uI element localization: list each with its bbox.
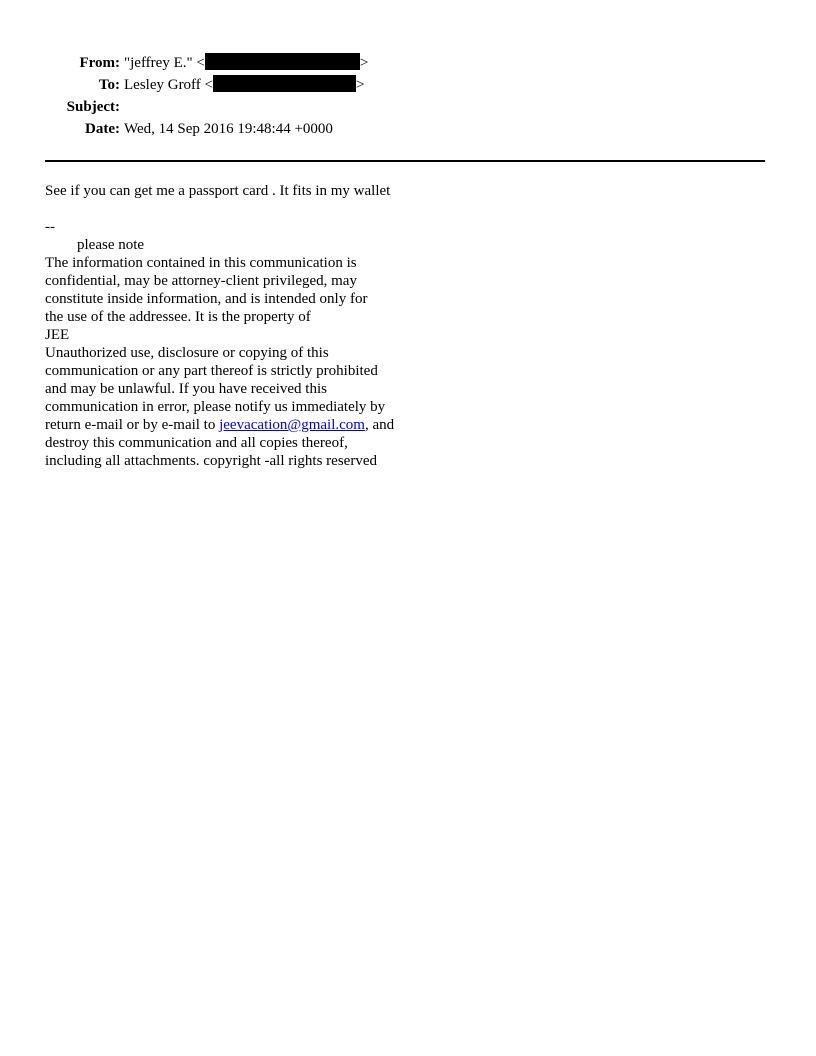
disclaimer-line: The information contained in this communication is: [45, 255, 357, 271]
to-row: [0, 74, 816, 96]
date-label: Date:: [85, 121, 120, 137]
disclaimer-line: confidential, may be attorney-client privileged, may: [45, 273, 357, 289]
signature-separator: --: [45, 219, 55, 235]
from-label: From:: [79, 55, 120, 71]
disclaimer-line: communication in error, please notify us immediately by: [45, 399, 386, 415]
disclaimer-line: Unauthorized use, disclosure or copying of this: [45, 345, 329, 361]
subject-row: [0, 96, 816, 118]
disclaimer-line: and may be unlawful. If you have received this: [45, 381, 327, 397]
from-value: [124, 52, 368, 74]
to-label: To:: [98, 77, 120, 93]
spacer: [45, 200, 645, 218]
header-divider: [45, 160, 765, 162]
date-row: [0, 118, 816, 140]
return-prefix: return e-mail or by e-mail to: [45, 417, 220, 433]
disclaimer-return-line: [45, 416, 645, 434]
disclaimer-line: communication or any part thereof is strictly prohibited: [45, 363, 378, 379]
disclaimer-line: JEE: [45, 327, 70, 343]
to-value: [124, 74, 364, 96]
signature-note: please note: [77, 237, 145, 253]
date-value: Wed, 14 Sep 2016 19:48:44 +0000: [124, 121, 333, 137]
redacted-email-from: [205, 53, 360, 70]
return-suffix: , and: [364, 417, 395, 433]
to-name: Lesley Groff <: [124, 77, 213, 93]
disclaimer-line: constitute inside information, and is intended only for: [45, 291, 368, 307]
from-end: >: [359, 55, 369, 71]
subject-label: Subject:: [66, 99, 120, 115]
email-link[interactable]: jeevacation@gmail.com: [219, 417, 365, 433]
disclaimer-line: destroy this communication and all copies thereof,: [45, 435, 348, 451]
from-row: [0, 52, 816, 74]
message-body: [45, 182, 645, 470]
disclaimer-line: including all attachments. copyright -all rights reserved: [45, 453, 377, 469]
body-line: See if you can get me a passport card . It fits in my wallet: [45, 183, 391, 199]
email-header: [0, 52, 816, 140]
redacted-email-to: [213, 75, 356, 92]
to-end: >: [356, 77, 365, 93]
from-name: "jeffrey E." <: [124, 55, 205, 71]
disclaimer-line: the use of the addressee. It is the property of: [45, 309, 311, 325]
